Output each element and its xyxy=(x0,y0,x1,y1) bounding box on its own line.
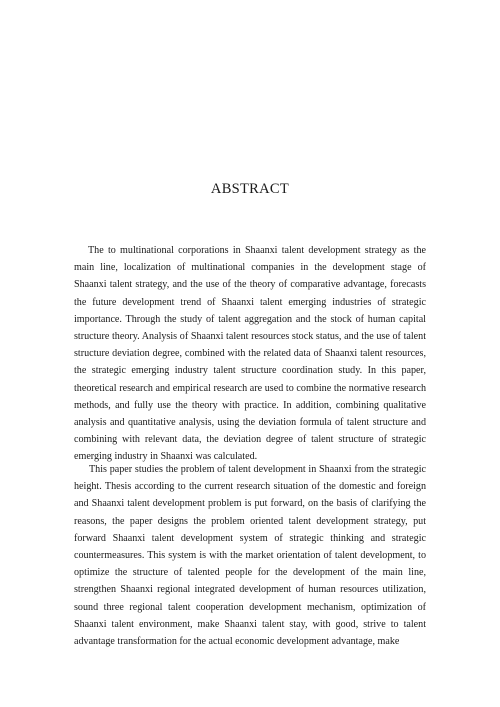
abstract-paragraph-1: The to multinational corporations in Shaanxi talent development strategy as the main line, localization of multinational companies in the development stage of Shaanxi talent strategy, and the use of the theory of comparative advantage, forecasts the future development trend of Shaanxi talent emerging industries of strategic importance. Through the study of talent aggregation and the stock of human capital structure theory. Analysis of Shaanxi talent resources stock status, and the use of talent structure deviation degree, combined with the related data of Shaanxi talent resources, the strategic emerging industry talent structure coordination study. In this paper, theoretical research and empirical research are used to combine the normative research methods, and fully use the theory with practice. In addition, combining qualitative analysis and quantitative analysis, using the deviation formula of talent structure and combining with relevant data, the deviation degree of talent structure of strategic emerging industry in Shaanxi was calculated. xyxy=(74,245,426,463)
abstract-paragraph-2: This paper studies the problem of talent development in Shaanxi from the strategic height. Thesis according to the current research situation of the domestic and foreign and Shaanxi talent development problem is put forward, on the basis of clarifying the reasons, the paper designs the problem oriented talent development strategy, put forward Shaanxi talent development system of strategic thinking and strategic countermeasures. This system is with the market orientation of talent development, to optimize the structure of talented people for the development of the main line, strengthen Shaanxi regional integrated development of human resources utilization, sound three regional talent cooperation development mechanism, optimization of Shaanxi talent environment, make Shaanxi talent stay, with good, strive to talent advantage transformation for the actual economic development advantage, make xyxy=(74,464,426,648)
abstract-title: ABSTRACT xyxy=(210,181,290,197)
